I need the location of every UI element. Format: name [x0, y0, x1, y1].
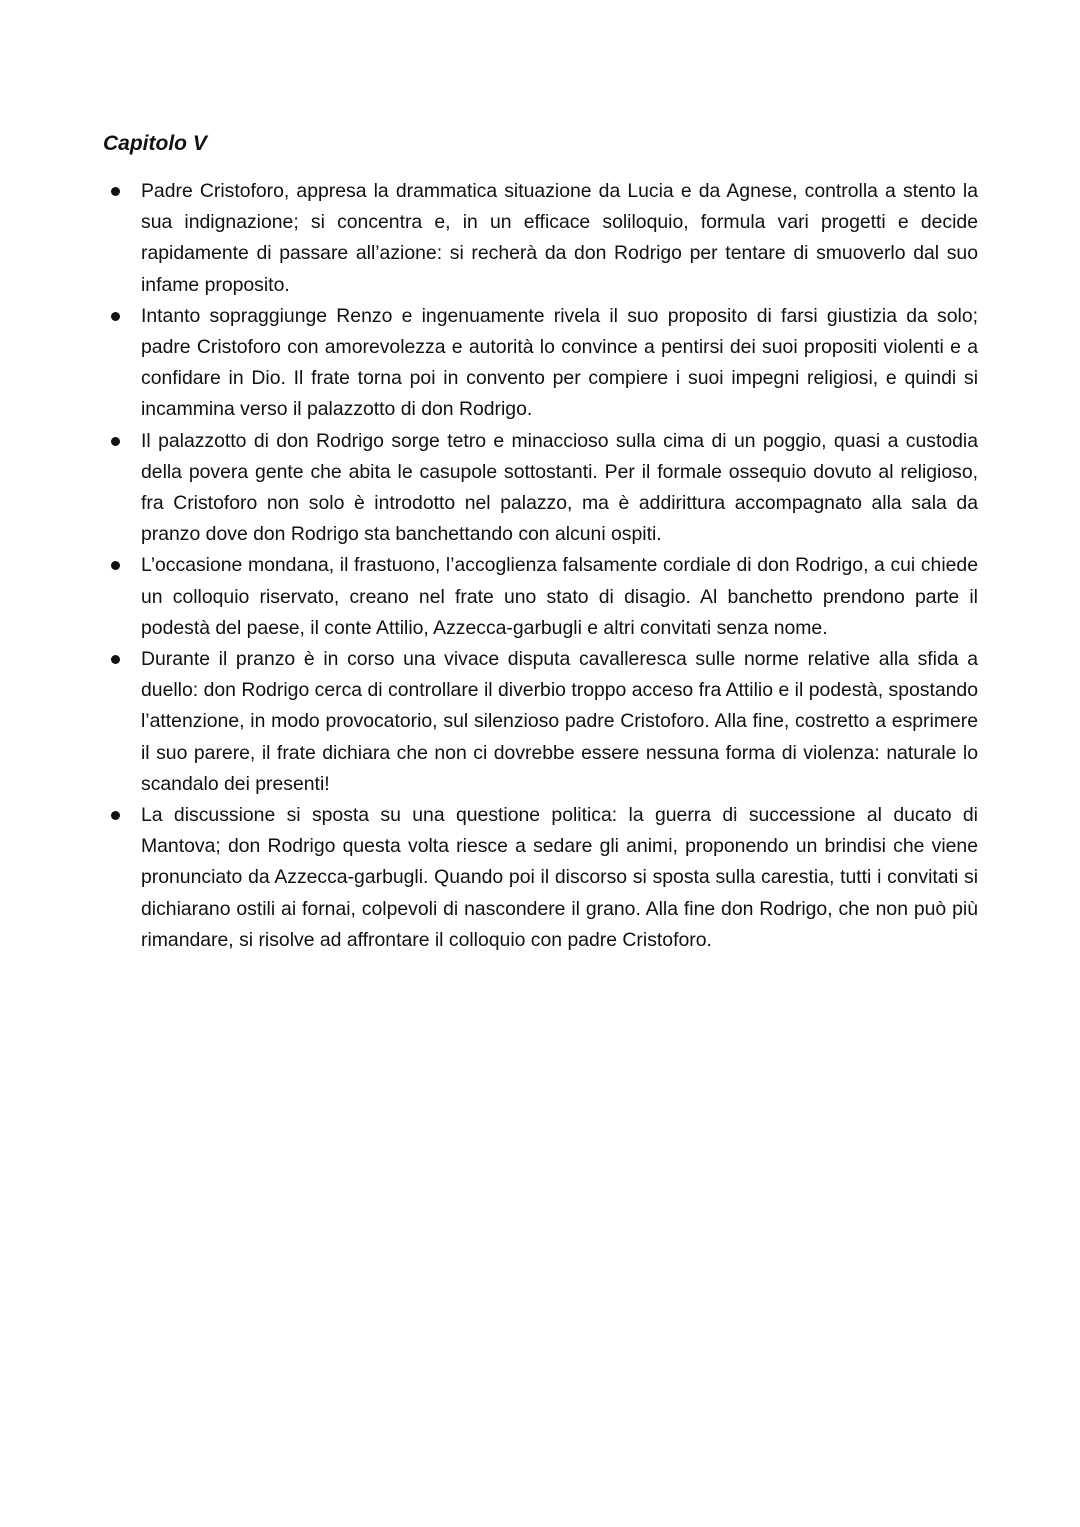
bullet-item	[141, 644, 978, 800]
bullet-text: Padre Cristoforo, appresa la drammatica situazione da Lucia e da Agnese, controlla a stento la sua indignazione; si concentra e, in un efficace soliloquio, formula vari progetti e decide rapidamente di passare all’azione: si recherà da don Rodrigo per tentare di smuoverlo dal suo infame proposito.	[141, 180, 978, 296]
bullet-text: Intanto sopraggiunge Renzo e ingenuamente rivela il suo proposito di farsi giustizia da solo; padre Cristoforo con amorevolezza e autorità lo convince a pentirsi dei suoi propositi violenti e a confidare in Dio. Il frate torna poi in convento per compiere i suoi impegni religiosi, e quindi si incammina verso il palazzotto di don Rodrigo.	[141, 304, 978, 421]
bullet-icon	[111, 437, 120, 446]
bullet-item	[141, 800, 978, 956]
bullet-text: L’occasione mondana, il frastuono, l’accoglienza falsamente cordiale di don Rodrigo, a cui chiede un colloquio riservato, creano nel frate uno stato di disagio. Al banchetto prendono parte il podestà del paese, il conte Attilio, Azzecca-garbugli e altri convitati senza nome.	[141, 554, 978, 639]
bullet-icon	[111, 187, 120, 196]
summary-bullet-list	[141, 176, 978, 956]
bullet-item	[141, 426, 978, 551]
bullet-text: La discussione si sposta su una questione politica: la guerra di successione al ducato di Mantova; don Rodrigo questa volta riesce a sedare gli animi, proponendo un brindisi che viene pronunciato da Azzecca-garbugli. Quando poi il discorso si sposta sulla carestia, tutti i convitati si dichiarano ostili ai fornai, colpevoli di nascondere il grano. Alla fine don Rodrigo, che non può più rimandare, si risolve ad affrontare il colloquio con padre Cristoforo.	[141, 804, 978, 951]
bullet-icon	[111, 561, 120, 570]
bullet-item	[141, 550, 978, 644]
bullet-text: Il palazzotto di don Rodrigo sorge tetro e minaccioso sulla cima di un poggio, quasi a custodia della povera gente che abita le casupole sottostanti. Per il formale ossequio dovuto al religioso, fra Cristoforo non solo è introdotto nel palazzo, ma è addirittura accompagnato alla sala da pranzo dove don Rodrigo sta banchettando con alcuni ospiti.	[141, 429, 978, 546]
bullet-item	[141, 176, 978, 301]
bullet-item	[141, 301, 978, 426]
bullet-text: Durante il pranzo è in corso una vivace disputa cavalleresca sulle norme relative alla sfida a duello: don Rodrigo cerca di controllare il diverbio troppo acceso fra Attilio e il podestà, spostando l’attenzione, in modo provocatorio, sul silenzioso padre Cristoforo. Alla fine, costretto a esprimere il suo parere, il frate dichiara che non ci dovrebbe essere nessuna forma di violenza: naturale lo scandalo dei presenti!	[141, 648, 978, 795]
bullet-icon	[111, 811, 120, 820]
bullet-icon	[111, 312, 120, 321]
chapter-heading: Capitolo V	[103, 132, 207, 155]
bullet-icon	[111, 655, 120, 664]
